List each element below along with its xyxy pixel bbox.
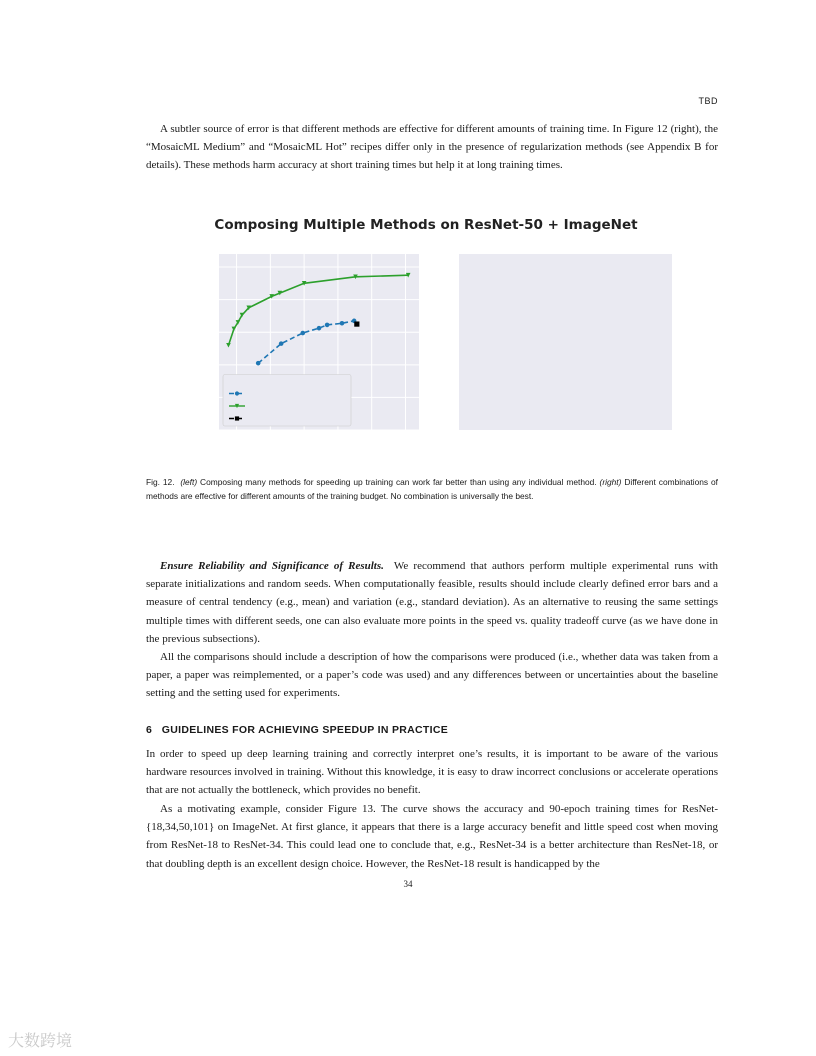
data-point [256, 361, 261, 366]
watermark-text: 大数跨境 [8, 1031, 73, 1050]
caption-label: Fig. 12. [146, 477, 175, 487]
data-point [340, 321, 345, 326]
paragraph-reliability [146, 557, 718, 648]
data-point [235, 391, 239, 395]
paragraph-subtler-error: A subtler source of error is that different methods are effective for different amounts of training time. In Figure 12 (right), the “MosaicML Medium” and “MosaicML Hot” recipes differ only in the presence of regularization methods (see Appendix B for details). These methods harm accuracy at short training times but help it at long training times. [146, 123, 718, 172]
figure-12 [176, 212, 676, 472]
figure-12-chart [176, 212, 676, 472]
data-point [279, 341, 284, 346]
data-point [235, 416, 239, 420]
page-number: 34 [403, 879, 413, 889]
reliability-text: We recommend that authors perform multiple experimental runs with separate initializations and random seeds. When computationally feasible, results should include clearly defined error bars and a measure of central tendency (e.g., mean) and variation (e.g., standard deviation). As an alternative to reusing the same settings multiple times with different seeds, one can also evaluate more points in the speed vs. quality tradeoff curve (as we have done in the previous subsections). [146, 560, 718, 645]
data-point [300, 331, 305, 336]
paragraph-speedup-intro: In order to speed up deep learning training and correctly interpret one’s results, it is important to be aware of the various hardware resources involved in training. Without this knowledge, it is easy to draw incorrect conclusions or accelerate operations that are not actually the bottleneck, which provides no benefit. [146, 748, 718, 797]
caption-left-text: Composing many methods for speeding up training can work far better than using any individual method. [200, 477, 597, 487]
figure-caption [146, 476, 718, 503]
paragraph-comparisons: All the comparisons should include a description of how the comparisons were produced (i.e., whether data was taken from a paper, a paper was reimplemented, or a paper’s code was used) and any differences between or uncertainties about the baseline setting and the setting used for experiments. [146, 651, 718, 700]
figure-suptitle: Composing Multiple Methods on ResNet-50 + ImageNet [214, 217, 638, 233]
legend-0 [223, 375, 351, 427]
watermark-logo [8, 1028, 72, 1051]
series-0-2 [354, 321, 359, 326]
data-point [317, 326, 322, 331]
caption-right-text: Different combinations of methods are effective for different amounts of the training budget. No combination is universally the best. [146, 477, 719, 501]
reliability-runin-heading: Ensure Reliability and Significance of Results. [160, 560, 384, 572]
plot-background-1 [459, 254, 672, 430]
data-point [354, 321, 359, 326]
data-point [325, 323, 330, 328]
section-6-heading: 6 GUIDELINES FOR ACHIEVING SPEEDUP IN PRACTICE [146, 724, 449, 736]
caption-left-tag: (left) [180, 477, 198, 487]
legend-box [223, 375, 351, 427]
caption-right-tag: (right) [599, 477, 622, 487]
paragraph-motivating-example: As a motivating example, consider Figure 13. The curve shows the accuracy and 90-epoch training times for ResNet-{18,34,50,101} on ImageNet. At first glance, it appears that there is a large accuracy benefit and little speed cost when moving from ResNet-18 to ResNet-34. This could lead one to conclude that, e.g., ResNet-34 is a better architecture than ResNet-18, or that doubling depth is an excellent design choice. However, the ResNet-18 result is handicapped by the [146, 803, 718, 870]
running-head: TBD [698, 96, 718, 106]
